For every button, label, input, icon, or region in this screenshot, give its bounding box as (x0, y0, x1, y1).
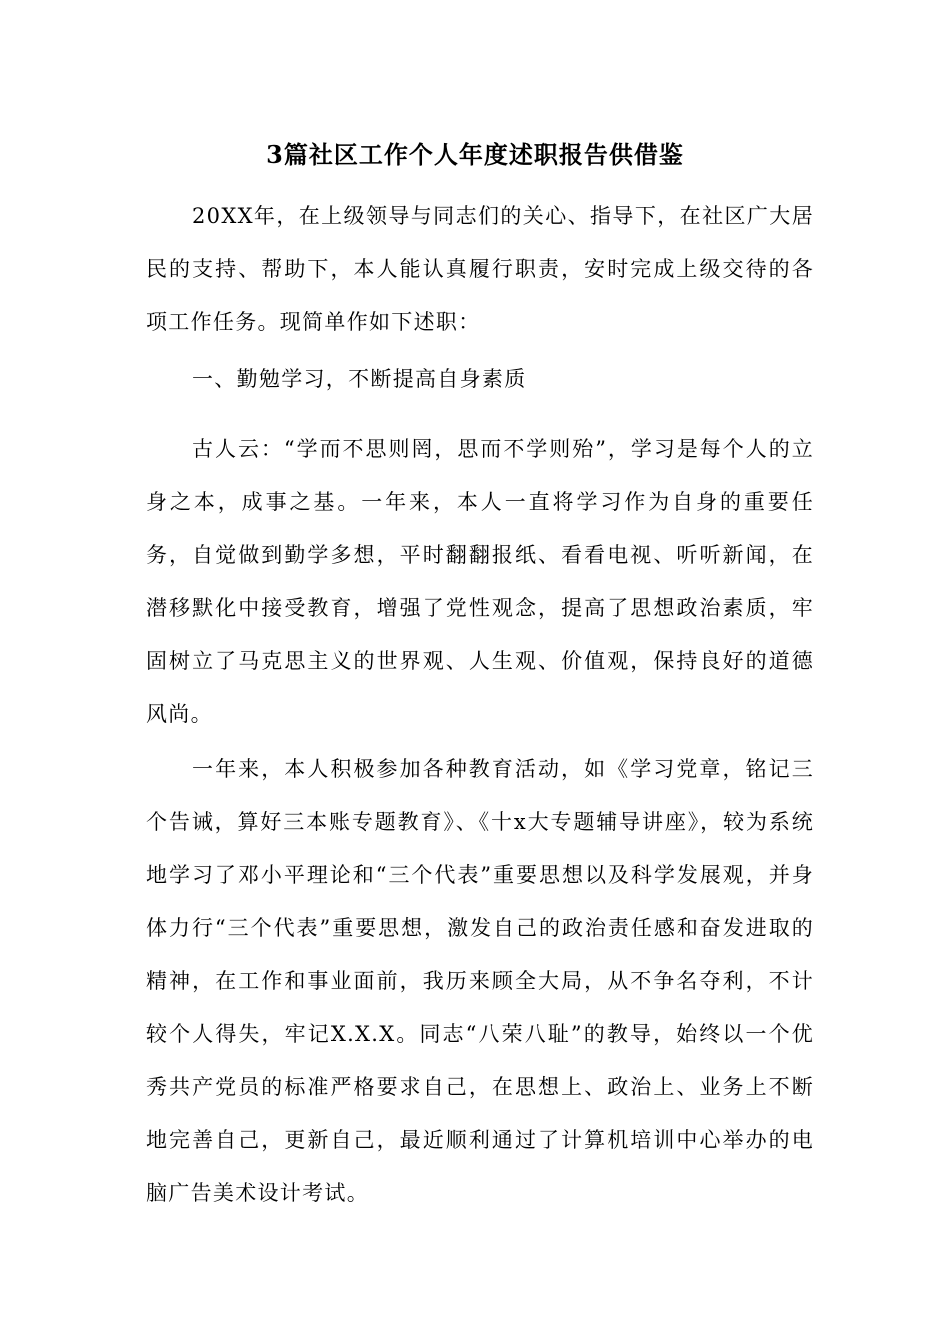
paragraph-intro: 20XX年，在上级领导与同志们的关心、指导下，在社区广大居民的支持、帮助下，本人能认真履行职责，安时完成上级交待的各项工作任务。现简单作如下述职： (146, 204, 814, 334)
paragraph-study: 古人云：“学而不思则罔，思而不学则殆”，学习是每个人的立身之本，成事之基。一年来，本人一直将学习作为自身的重要任务，自觉做到勤学多想，平时翻翻报纸、看看电视、听听新闻，在潜移默化中接受教育，增强了党性观念，提高了思想政治素质，牢固树立了马克思主义的世界观、人生观、价值观，保持良好的道德风尚。 (146, 437, 814, 726)
section-heading-1: 一、勤勉学习，不断提高自身素质 (192, 367, 527, 391)
document-title: 3篇社区工作个人年度述职报告供借鉴 (266, 140, 684, 169)
paragraph-activities: 一年来，本人积极参加各种教育活动，如《学习党章，铭记三个告诫，算好三本账专题教育》、《十x大专题辅导讲座》，较为系统地学习了邓小平理论和“三个代表”重要思想以及科学发展观，并身体力行“三个代表”重要思想，激发自己的政治责任感和奋发进取的精神，在工作和事业面前，我历来顾全大局，从不争名夺利，不计较个人得失，牢记X.X.X。同志“八荣八耻”的教导，始终以一个优秀共产党员的标准严格要求自己，在思想上、政治上、业务上不断地完善自己，更新自己，最近顺利通过了计算机培训中心举办的电脑广告美术设计考试。 (146, 757, 814, 1205)
